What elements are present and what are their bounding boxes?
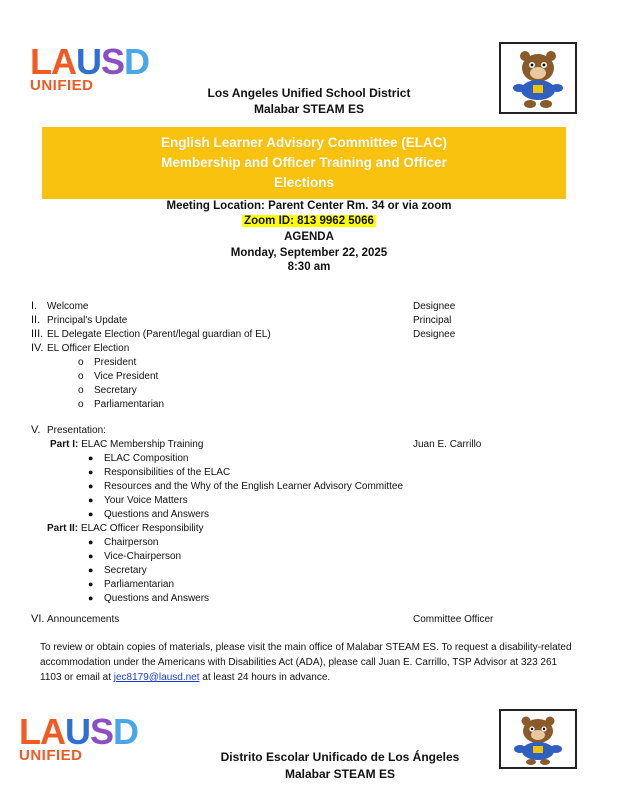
zoom-id	[0, 215, 618, 227]
email-link[interactable]: jec8179@lausd.net	[113, 672, 200, 683]
notice-text-end: at least 24 hours in advance.	[199, 672, 331, 683]
part-2-title: ELAC Officer Responsibility	[80, 523, 204, 534]
title-banner	[42, 127, 566, 199]
circle-bullet-icon: o	[78, 399, 84, 410]
officer-topic: Parliamentarian	[104, 579, 175, 590]
officer-topic: Vice-Chairperson	[104, 551, 182, 562]
footer-district: Distrito Escolar Unificado de Los Ángeles	[220, 750, 460, 764]
bullet-icon: ●	[88, 593, 94, 603]
training-topic: Questions and Answers	[104, 509, 210, 520]
meeting-location: Meeting Location: Parent Center Rm. 34 or via zoom	[166, 200, 452, 212]
bullet-icon: ●	[88, 467, 94, 477]
school-title: Malabar STEAM ES	[253, 102, 365, 116]
agenda-num: I.	[31, 300, 38, 312]
part-1-prefix: Part I:	[50, 439, 79, 450]
bullet-icon: ●	[88, 551, 94, 561]
agenda-item-delegate-election: EL Delegate Election (Parent/legal guardian of EL)	[47, 329, 271, 340]
bullet-icon: ●	[88, 509, 94, 519]
meeting-date: Monday, September 22, 2025	[230, 247, 388, 259]
part-1-heading	[50, 438, 203, 452]
officer-role: Vice President	[94, 371, 159, 382]
agenda-owner: Designee	[413, 329, 456, 340]
bullet-icon: ●	[88, 565, 94, 575]
training-topic: Responsibilities of the ELAC	[104, 467, 231, 478]
agenda-list	[0, 300, 618, 630]
agenda-num: VI.	[31, 613, 45, 625]
officer-role: Secretary	[94, 385, 137, 396]
agenda-owner: Committee Officer	[413, 614, 494, 625]
officer-topic: Secretary	[104, 565, 147, 576]
lausd-logo-bottom: LAUSD UNIFIED	[19, 711, 139, 764]
bullet-icon: ●	[88, 537, 94, 547]
lausd-logo-top: LAUSD UNIFIED	[30, 41, 150, 94]
officer-topic: Chairperson	[104, 537, 159, 548]
banner-line-3: Elections	[273, 175, 335, 190]
agenda-num: III.	[31, 328, 44, 340]
banner-line-2: Membership and Officer Training and Officer	[161, 155, 447, 170]
part-2-heading	[47, 522, 204, 536]
officer-role: President	[94, 357, 137, 368]
circle-bullet-icon: o	[78, 371, 84, 382]
part-1-title: ELAC Membership Training	[81, 439, 204, 450]
agenda-owner: Principal	[413, 315, 452, 326]
meeting-time: 8:30 am	[287, 261, 331, 273]
agenda-heading: AGENDA	[284, 231, 334, 243]
agenda-num: IV.	[31, 342, 44, 354]
agenda-item-announcements: Announcements	[47, 614, 120, 625]
agenda-item-welcome: Welcome	[47, 301, 89, 312]
accommodation-notice	[40, 640, 580, 685]
training-topic: Your Voice Matters	[104, 495, 188, 506]
officer-role: Parliamentarian	[94, 399, 165, 410]
agenda-num: V.	[31, 424, 41, 436]
footer-school: Malabar STEAM ES	[284, 767, 396, 781]
part-2-prefix: Part II:	[47, 523, 79, 534]
circle-bullet-icon: o	[78, 385, 84, 396]
officer-topic: Questions and Answers	[104, 593, 210, 604]
training-topic: ELAC Composition	[104, 453, 189, 464]
bullet-icon: ●	[88, 453, 94, 463]
zoom-id-highlight: Zoom ID: 813 9962 5066	[244, 215, 374, 227]
presenter-name: Juan E. Carrillo	[413, 439, 482, 450]
agenda-owner: Designee	[413, 301, 456, 312]
agenda-item-principal-update: Principal's Update	[47, 315, 128, 326]
agenda-num: II.	[31, 314, 41, 326]
bullet-icon: ●	[88, 495, 94, 505]
training-topic: Resources and the Why of the English Learner Advisory Committee	[104, 481, 404, 492]
circle-bullet-icon: o	[78, 357, 84, 368]
banner-line-1: English Learner Advisory Committee (ELAC)	[160, 135, 448, 150]
district-title: Los Angeles Unified School District	[207, 86, 411, 100]
agenda-item-presentation: Presentation:	[47, 425, 106, 436]
agenda-item-officer-election: EL Officer Election	[47, 343, 130, 354]
bullet-icon: ●	[88, 481, 94, 491]
notice-text: To review or obtain copies of materials, please visit the main office of Malabar STEAM ES. To request a disability-related accommodation under the Americans with Disabilities Act (ADA), please call Juan E. Carrillo, TSP Advisor at 323 261 1103 or email at	[40, 642, 572, 683]
bullet-icon: ●	[88, 579, 94, 589]
